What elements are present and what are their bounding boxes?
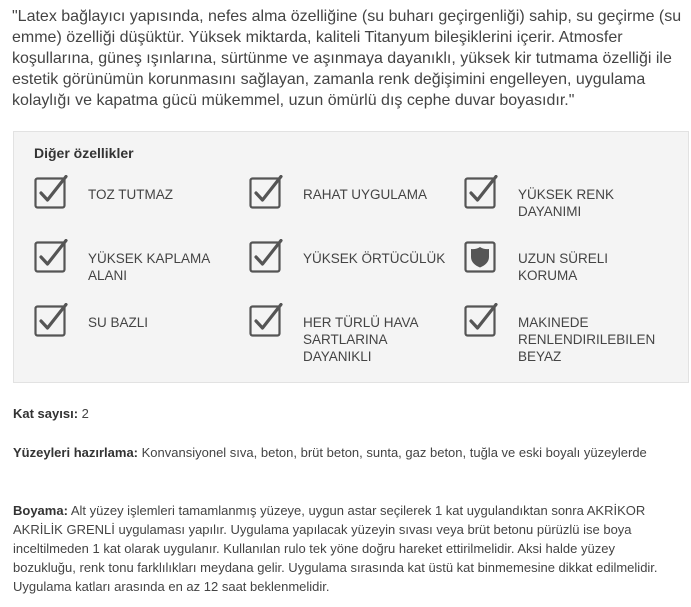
painting-instructions-label: Boyama: [13,503,68,518]
feature-label: SU BAZLI [88,315,149,330]
feature-label: YÜKSEK RENK DAYANIMI [518,187,615,219]
check-icon [464,175,498,209]
feature-item-opacity [249,239,459,295]
feature-item-machine-tintable [464,303,674,364]
coat-count-value: 2 [81,406,89,421]
painting-instructions-value: Alt yüzey işlemleri tamamlanmış yüzeye, uygun astar seçilerek 1 kat uygulandıktan sonra AKRİKOR AKRİLİK GRENLİ uygulaması yapılır. Uygulama yapılacak yüzeyin sıvası veya brüt betonu pürüzlü ise boya inceltilmeden 1 kat olarak uygulanır. Kullanılan rulo tek yöne doğru hareket ettirilmelidir. Aksi halde yüzey bozukluğu, renk tonu farklılıkları meydana gelir. Uygulama sırasında kat üstü kat binmemesine dikkat edilmelidir. Uygulama katları arasında en az 12 saat beklenmelidir. [13,503,658,594]
check-icon [249,303,283,337]
other-features-panel [13,131,689,383]
surface-preparation-value: Konvansiyonel sıva, beton, brüt beton, sunta, gaz beton, tuğla ve eski boyalı yüzeylerde [141,445,647,460]
coat-count-label: Kat sayısı: [13,406,79,421]
check-icon [249,239,283,273]
feature-label: RAHAT UYGULAMA [303,187,428,202]
feature-item-color-durability [464,175,674,231]
feature-label: UZUN SÜRELI KORUMA [518,251,609,283]
features-title: Diğer özellikler [34,145,134,161]
feature-item-dust [34,175,244,231]
feature-label: TOZ TUTMAZ [88,187,173,202]
feature-label: HER TÜRLÜ HAVA SARTLARINA DAYANIKLI [303,315,418,364]
feature-item-weather-resistant [249,303,459,364]
check-icon [34,175,68,209]
feature-item-coverage-area [34,239,244,295]
feature-item-water-based [34,303,244,359]
check-icon [464,303,498,337]
check-icon [249,175,283,209]
coat-count [13,404,673,423]
feature-item-easy-application [249,175,459,231]
surface-preparation [13,443,673,462]
feature-item-long-protection [464,239,674,295]
feature-label: YÜKSEK KAPLAMA ALANI [88,251,210,283]
feature-label: YÜKSEK ÖRTÜCÜLÜK [303,251,446,266]
check-icon [34,239,68,273]
shield-icon [464,239,498,273]
feature-label: MAKINEDE RENLENDIRILEBILEN BEYAZ [518,315,656,364]
product-description: "Latex bağlayıcı yapısında, nefes alma özelliğine (su buharı geçirgenliği) sahip, su geçirme (su emme) özelliği düşüktür. Yüksek miktarda, kaliteli Titanyum bileşiklerini içerir. Atmosfer koşullarına, güneş ışınlarına, sürtünme ve aşınmaya dayanıklı, yüksek kir tutmama özelliği ile estetik görünümün korunmasını sağlayan, zamanla renk değişimini engelleyen, uygulama kolaylığı ve kapatma gücü mükemmel, uzun ömürlü dış cephe duvar boyasıdır." [12,8,682,109]
painting-instructions [13,501,673,596]
surface-preparation-label: Yüzeyleri hazırlama: [13,445,138,460]
check-icon [34,303,68,337]
